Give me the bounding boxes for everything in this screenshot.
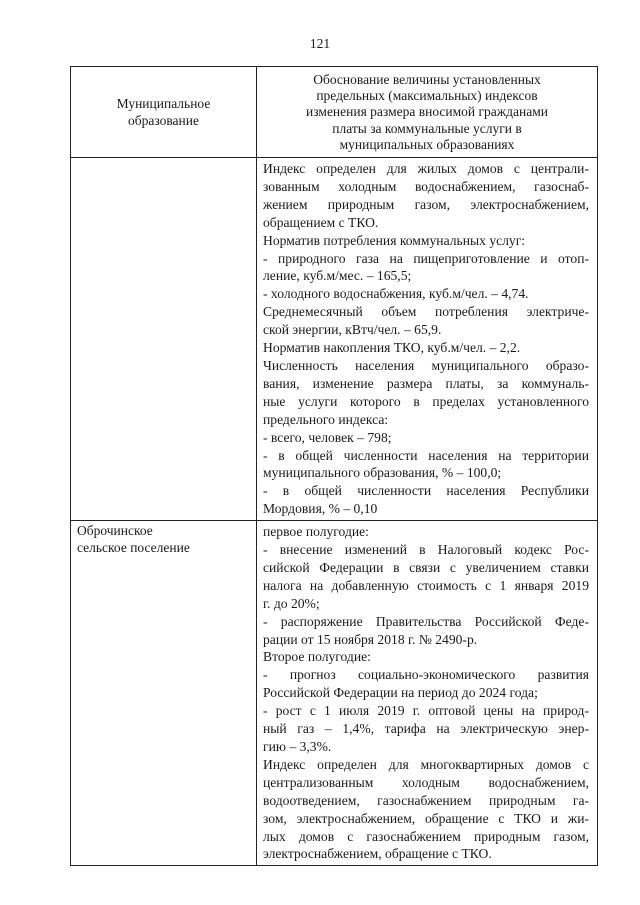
text-line: ный газ – 1,4%, тарифа на электрическую энер-: [263, 721, 589, 737]
text-line: Среднемесячный объем потребления электриче-: [263, 304, 589, 320]
page-number: 121: [309, 36, 331, 51]
text-line: г. до 20%;: [263, 595, 320, 611]
header-justification-line: платы за коммунальные услуги в: [332, 120, 522, 136]
text-line: Индекс определен для многоквартирных домов с: [263, 756, 589, 772]
text-line: электроснабжением, обращение с ТКО.: [263, 846, 492, 862]
header-justification-line: изменения размера вносимой гражданами: [306, 104, 548, 120]
table-row: [71, 158, 598, 521]
header-municipality-line: Муниципальное: [116, 96, 211, 111]
text-line: водоотведением, газоснабжением природным га-: [263, 792, 589, 808]
text-line: обращением с ТКО.: [263, 214, 379, 230]
header-justification-line: муниципальных образованиях: [339, 136, 515, 152]
header-municipality-line: образование: [128, 113, 199, 128]
text-line: зом, электроснабжением, обращение с ТКО и жи-: [263, 810, 589, 826]
text-line: - внесение изменений в Налоговый кодекс Рос-: [263, 542, 589, 558]
municipality-name-line: сельское поселение: [77, 540, 190, 556]
text-line: ской энергии, кВтч/чел. – 65,9.: [263, 322, 442, 338]
text-line: Российской Федерации на период до 2024 года;: [263, 685, 538, 701]
text-line: Второе полугодие:: [263, 649, 371, 665]
municipality-name-line: Оброчинское: [77, 523, 153, 539]
text-line: муниципального образования, % – 100,0;: [263, 465, 502, 481]
header-justification: [257, 67, 598, 158]
municipality-cell: [71, 521, 257, 866]
text-line: предельного индекса:: [263, 411, 389, 427]
text-line: централизованным холодным водоснабжением,: [263, 774, 589, 790]
text-line: сийской Федерации в связи с увеличением ставки: [263, 559, 589, 575]
text-line: - природного газа на пищеприготовление и отоп-: [263, 250, 589, 266]
municipality-cell: [71, 158, 257, 521]
text-line: Численность населения муниципального образо-: [263, 357, 589, 373]
text-line: - в общей численности населения на территории: [263, 447, 589, 463]
justification-cell: [257, 158, 598, 521]
text-line: зованным холодным водоснабжением, газоснаб-: [263, 178, 589, 194]
text-line: - холодного водоснабжения, куб.м/чел. – 4,74.: [263, 286, 529, 302]
table-row: [71, 521, 598, 866]
text-line: Норматив потребления коммунальных услуг:: [263, 232, 526, 248]
header-municipality: [71, 67, 257, 158]
justification-cell: [257, 521, 598, 866]
text-line: Мордовия, % – 0,10: [263, 501, 378, 517]
header-justification-line: Обоснование величины установленных: [313, 72, 541, 87]
text-line: гию – 3,3%.: [263, 739, 332, 755]
text-line: первое полугодие:: [263, 524, 369, 540]
text-line: Норматив накопления ТКО, куб.м/чел. – 2,2.: [263, 340, 521, 356]
tariff-index-table: [70, 66, 598, 866]
text-line: лых домов с газоснабжением природным газом,: [263, 828, 589, 844]
text-line: налога на добавленную стоимость с 1 января 2019: [263, 577, 589, 593]
text-line: - рост с 1 июля 2019 г. оптовой цены на природ-: [263, 703, 589, 719]
text-line: - всего, человек – 798;: [263, 429, 392, 445]
text-line: ные услуги которого в пределах установленного: [263, 393, 589, 409]
text-line: - в общей численности населения Республики: [263, 483, 589, 499]
text-line: - прогноз социально-экономического развития: [263, 667, 589, 683]
text-line: рации от 15 ноября 2018 г. № 2490-р.: [263, 631, 478, 647]
text-line: вания, изменение размера платы, за коммуналь-: [263, 375, 589, 391]
text-line: Индекс определен для жилых домов с централи-: [263, 161, 589, 177]
header-justification-line: предельных (максимальных) индексов: [316, 88, 538, 104]
table-header-row: [71, 67, 598, 158]
text-line: жением природным газом, электроснабжением,: [263, 196, 589, 212]
text-line: - распоряжение Правительства Российской Феде-: [263, 613, 589, 629]
text-line: ление, куб.м/мес. – 165,5;: [263, 268, 412, 284]
